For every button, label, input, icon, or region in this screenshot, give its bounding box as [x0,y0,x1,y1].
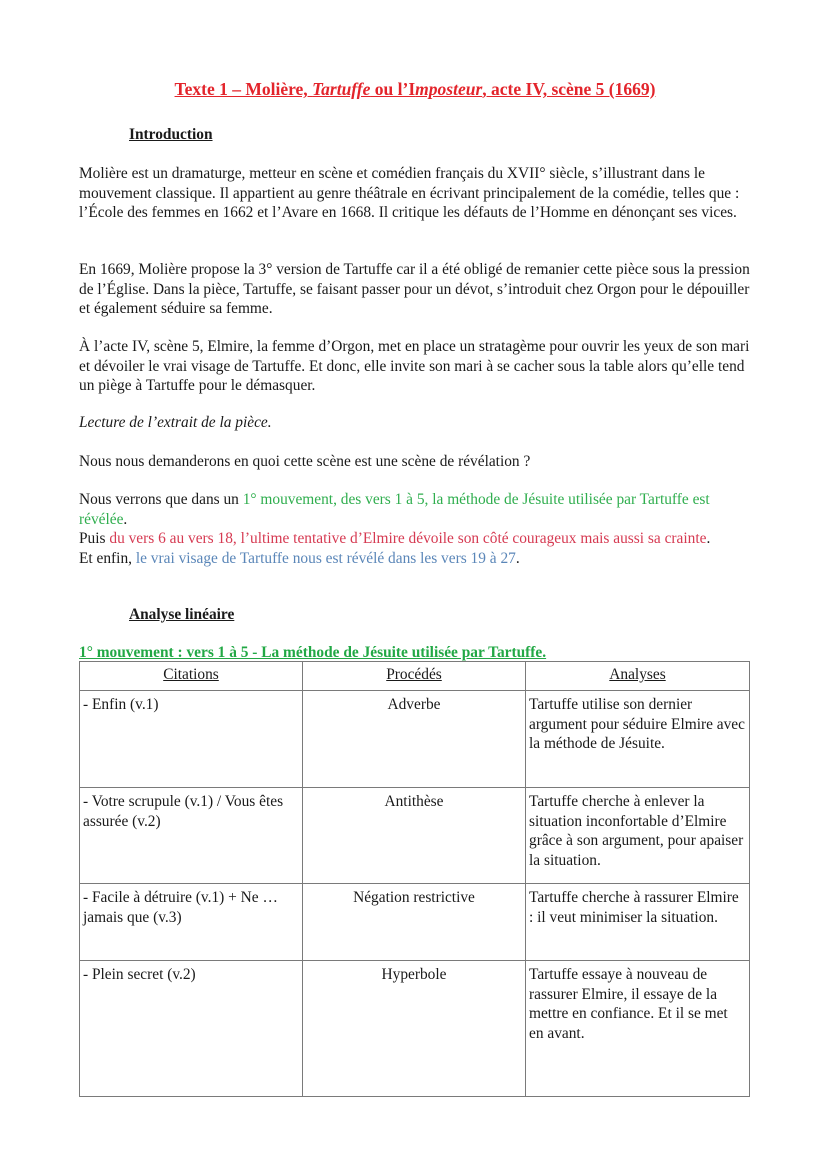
title-prefix: Texte 1 – Molière, [174,79,313,99]
table-row [80,961,750,1097]
cell-analyse: Tartuffe cherche à enlever la situation inconfortable d’Elmire grâce à son argument, pour apaiser la situation. [526,788,750,884]
title-middle: ou l’I [370,79,416,99]
cell-analyse: Tartuffe essaye à nouveau de rassurer Elmire, il essaye de la mettre en confiance. Et il se met en avant. [526,961,750,1097]
table-row [80,884,750,961]
analysis-heading: Analyse linéaire [129,606,235,623]
cell-procede: Négation restrictive [303,884,526,961]
plan [79,490,751,568]
analysis-table [79,661,750,1097]
title-subtitle: mposteur [415,79,483,99]
plan-line2-colored: du vers 6 au vers 18, l’ultime tentative d’Elmire dévoile son côté courageux mais aussi sa crainte [109,530,707,547]
problematic: Nous nous demanderons en quoi cette scène est une scène de révélation ? [79,453,531,470]
plan-movement-2 [79,529,751,549]
header-procedes: Procédés [303,662,526,691]
header-citations: Citations [80,662,303,691]
plan-line2-prefix: Puis [79,530,110,547]
plan-line3-prefix: Et enfin, [79,549,136,567]
cell-citation: - Enfin (v.1) [80,691,303,788]
cell-citation: - Plein secret (v.2) [80,961,303,1097]
introduction-heading: Introduction [129,126,213,143]
cell-procede: Hyperbole [303,961,526,1097]
plan-line1-suffix: . [123,510,128,528]
cell-citation: - Facile à détruire (v.1) + Ne … jamais que (v.3) [80,884,303,961]
plan-line3-suffix: . [515,549,520,567]
table-row [80,788,750,884]
header-analyses: Analyses [526,662,750,691]
cell-citation: - Votre scrupule (v.1) / Vous êtes assurée (v.2) [80,788,303,884]
table-header-row [80,662,750,691]
title-suffix: , acte IV, scène 5 (1669) [482,79,656,99]
plan-line2-suffix: . [706,530,711,547]
plan-line1-colored: 1° mouvement, des vers 1 à 5, la méthode de Jésuite utilisée par Tartuffe est révélée [79,491,710,528]
cell-analyse: Tartuffe utilise son dernier argument pour séduire Elmire avec la méthode de Jésuite. [526,691,750,788]
cell-procede: Adverbe [303,691,526,788]
table-row [80,691,750,788]
cell-procede: Antithèse [303,788,526,884]
reading-note: Lecture de l’extrait de la pièce. [79,414,272,431]
intro-paragraph-1: Molière est un dramaturge, metteur en scène et comédien français du XVII° siècle, s’illustrant dans le mouvement classique. Il appartient au genre théâtrale en écrivant principalement de la comédie, telles que : l’École des femmes en 1662 et l’Avare en 1668. Il critique les défauts de l’Homme en dénonçant ses vices. [79,165,740,221]
document-title [79,80,751,100]
plan-line1-prefix: Nous verrons que dans un [79,491,243,508]
plan-movement-3 [79,549,751,569]
intro-paragraph-3: À l’acte IV, scène 5, Elmire, la femme d’Orgon, met en place un stratagème pour ouvrir les yeux de son mari et dévoiler le vrai visage de Tartuffe. Et donc, elle invite son mari à se cacher sous la table alors qu’elle tend un piège à Tartuffe pour le démasquer. [79,338,750,394]
movement-1-title: 1° mouvement : vers 1 à 5 - La méthode de Jésuite utilisée par Tartuffe. [79,644,547,661]
plan-movement-1 [79,490,751,529]
intro-paragraph-2: En 1669, Molière propose la 3° version de Tartuffe car il a été obligé de remanier cette pièce sous la pression de l’Église. Dans la pièce, Tartuffe, se faisant passer pour un dévot, s’introduit chez Orgon pour le dépouiller et également séduire sa femme. [79,261,750,317]
title-work: Tartuffe [312,79,371,99]
plan-line3-colored: le vrai visage de Tartuffe nous est révélé dans les vers 19 à 27 [135,549,516,567]
cell-analyse: Tartuffe cherche à rassurer Elmire : il veut minimiser la situation. [526,884,750,961]
